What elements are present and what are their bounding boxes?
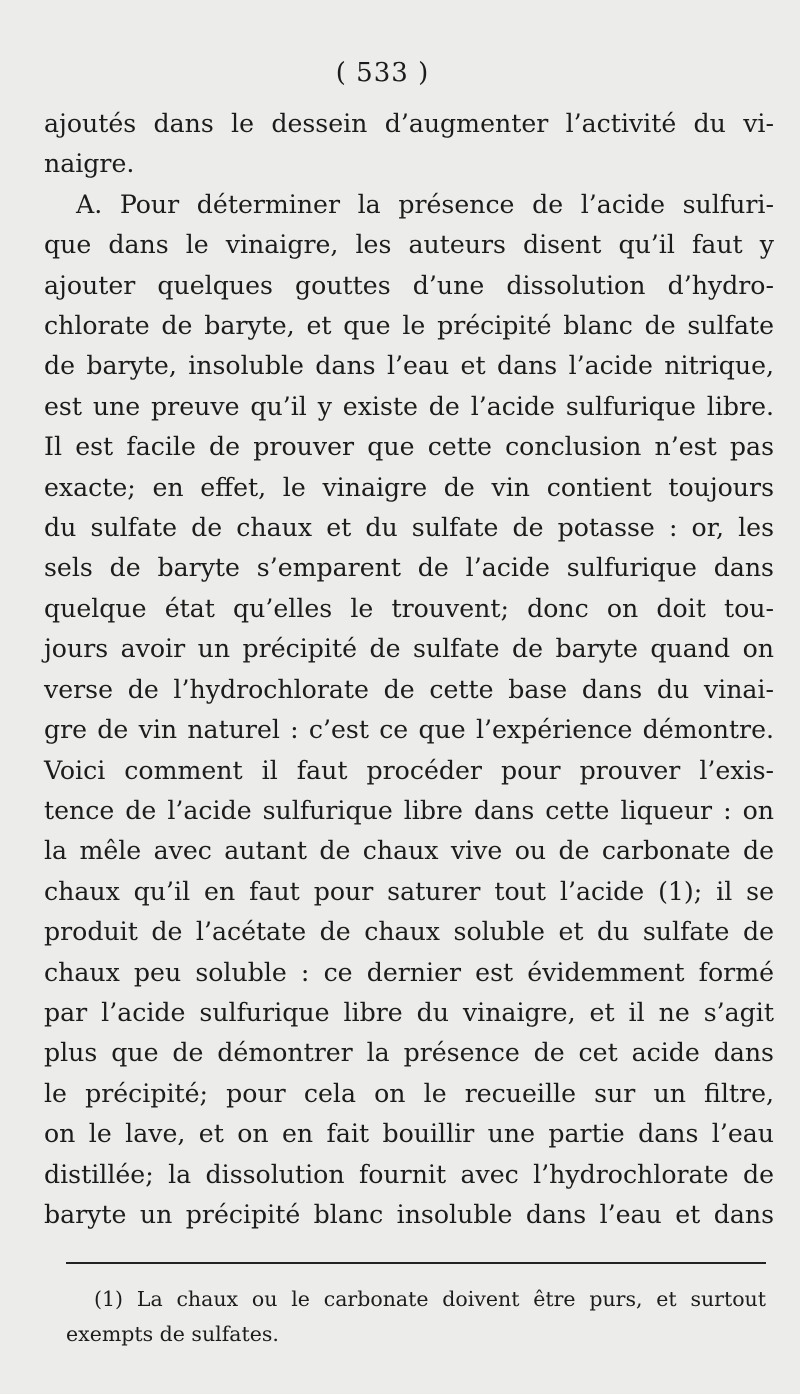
text-line: verse de l’hydrochlorate de cette base dans du vinai-	[44, 674, 774, 704]
footnote	[66, 1282, 766, 1352]
text-line: chlorate de baryte, et que le précipité blanc de sulfate	[44, 311, 774, 341]
text-line: chaux qu’il en faut pour saturer tout l’acide (1); il se	[44, 876, 774, 906]
footnote-divider	[66, 1262, 766, 1264]
text-line: plus que de démontrer la présence de cet acide dans	[44, 1038, 774, 1068]
text-line: naigre.	[44, 149, 135, 179]
text-line: produit de l’acétate de chaux soluble et du sulfate de	[44, 917, 774, 947]
text-line: la mêle avec autant de chaux vive ou de carbonate de	[44, 836, 774, 866]
text-line: sels de baryte s’emparent de l’acide sulfurique dans	[44, 553, 774, 583]
footnote-line: (1) La chaux ou le carbonate doivent être purs, et surtout	[94, 1287, 766, 1311]
text-line: baryte un précipité blanc insoluble dans l’eau et dans	[44, 1199, 774, 1229]
text-line: Il est facile de prouver que cette conclusion n’est pas	[44, 432, 774, 462]
text-line: jours avoir un précipité de sulfate de baryte quand on	[44, 634, 774, 664]
text-line: le précipité; pour cela on le recueille sur un filtre,	[44, 1078, 774, 1108]
text-line: gre de vin naturel : c’est ce que l’expérience démontre.	[44, 715, 774, 745]
text-line: est une preuve qu’il y existe de l’acide sulfurique libre.	[44, 391, 774, 421]
text-line: chaux peu soluble : ce dernier est évidemment formé	[44, 957, 774, 987]
text-line: que dans le vinaigre, les auteurs disent qu’il faut y	[44, 230, 774, 260]
text-line: ajouter quelques gouttes d’une dissolution d’hydro-	[44, 270, 774, 300]
text-line: de baryte, insoluble dans l’eau et dans l’acide nitrique,	[44, 351, 774, 381]
text-line: du sulfate de chaux et du sulfate de potasse : or, les	[44, 513, 774, 543]
text-line: tence de l’acide sulfurique libre dans cette liqueur : on	[44, 795, 774, 825]
page-number: ( 533 )	[335, 58, 430, 88]
text-line: Voici comment il faut procéder pour prouver l’exis-	[44, 755, 774, 785]
footnote-line: exempts de sulfates.	[66, 1322, 279, 1346]
text-line: ajoutés dans le dessein d’augmenter l’activité du vi-	[44, 109, 774, 138]
text-line: A. Pour déterminer la présence de l’acide sulfuri-	[76, 189, 774, 219]
body-text	[44, 104, 774, 1235]
text-line: on le lave, et on en fait bouillir une partie dans l’eau	[44, 1119, 774, 1149]
text-line: quelque état qu’elles le trouvent; donc on doit tou-	[44, 593, 774, 623]
text-line: distillée; la dissolution fournit avec l’hydrochlorate de	[44, 1159, 774, 1189]
text-line: exacte; en effet, le vinaigre de vin contient toujours	[44, 472, 774, 502]
text-line: par l’acide sulfurique libre du vinaigre, et il ne s’agit	[44, 997, 774, 1027]
